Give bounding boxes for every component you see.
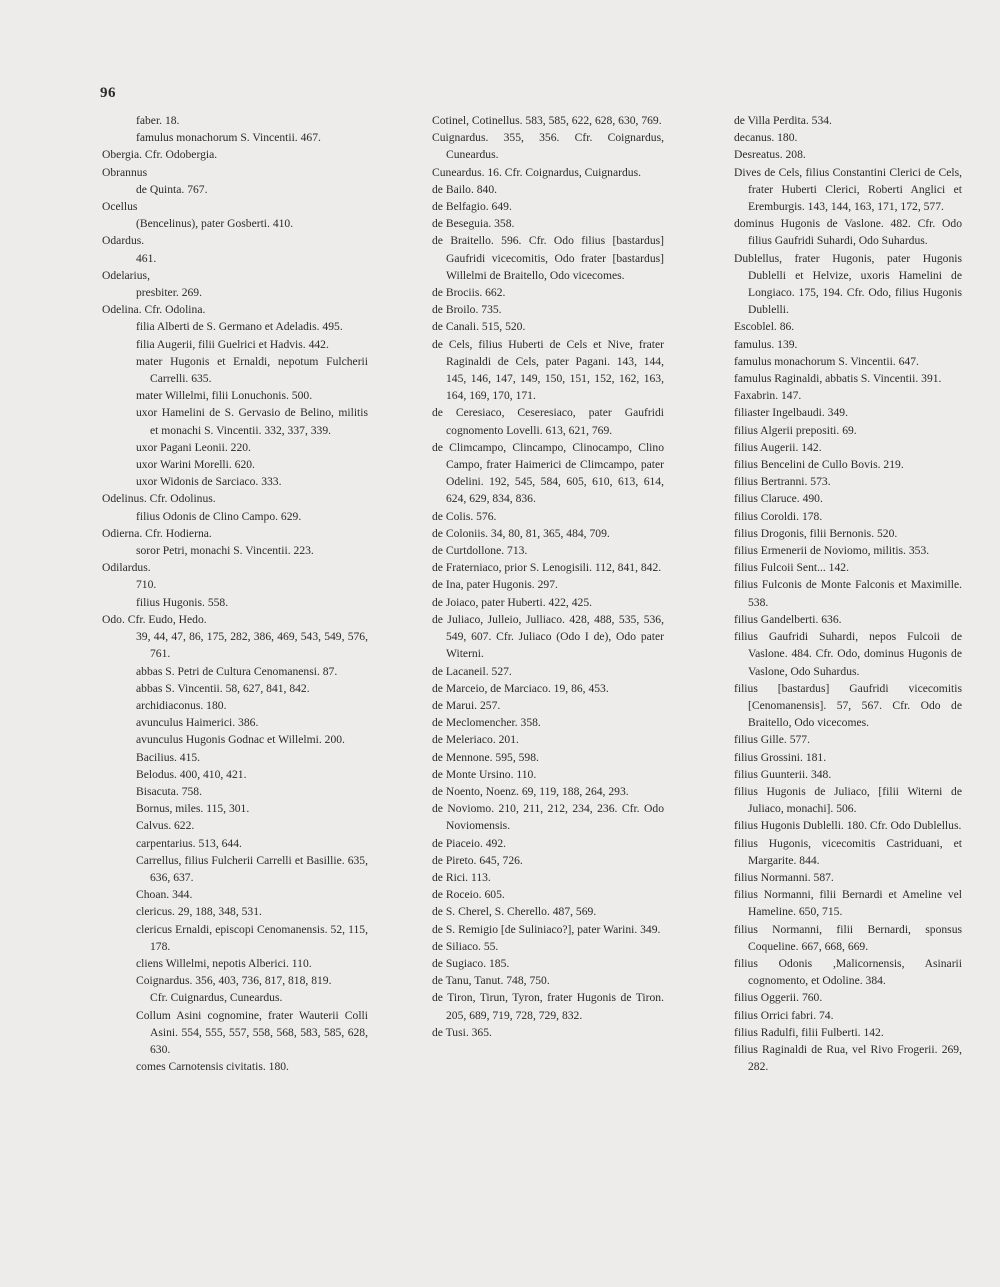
index-headword: famulus Raginaldi, abbatis S. Vincentii. 391. [734, 372, 942, 386]
index-headword: de Canali. 515, 520. [432, 320, 526, 334]
index-headword: de Brociis. 662. [432, 286, 506, 300]
index-headword: de Meleriaco. 201. [432, 733, 519, 747]
index-subentry: Calvus. 622. [136, 819, 195, 833]
index-headword: de Joiaco, pater Huberti. 422, 425. [432, 595, 593, 609]
index-subentry: mater Hugonis et Ernaldi, nepotum Fulcherii Carrelli. 635. [136, 354, 368, 386]
index-headword: Odelarius, [102, 268, 150, 282]
index-headword: Odelinus. Cfr. Odolinus. [102, 492, 216, 506]
index-subentry: faber. 18. [136, 114, 180, 127]
index-headword: de Cels, filius Huberti de Cels et Nive, frater Raginaldi de Cels, pater Pagani. 143, 144, 145, 146, 147, 149, 150, 151, 152, 162, 163, 164, 169, 170, 171. [432, 337, 664, 403]
index-subentry: Carrellus, filius Fulcherii Carrelli et Basillie. 635, 636, 637. [136, 853, 368, 884]
index-headword: Cuignardus. 355, 356. Cfr. Coignardus, Cuneardus. [432, 131, 664, 162]
index-headword: filius Bertranni. 573. [734, 475, 831, 489]
index-headword: filius Normanni, filii Bernardi et Ameline vel Hameline. 650, 715. [734, 888, 962, 919]
index-headword: de Marui. 257. [432, 698, 501, 712]
index-headword: de Colis. 576. [432, 509, 497, 523]
index-headword: de Rici. 113. [432, 870, 491, 884]
index-headword: filius Gaufridi Suhardi, nepos Fulcoii de Vaslone. 484. Cfr. Odo, dominus Hugonis de Vaslone, Odo Suhardus. [734, 630, 962, 678]
index-subentry: Bisacuta. 758. [136, 784, 203, 798]
index-headword: Odierna. Cfr. Hodierna. [102, 526, 212, 540]
index-headword: de Coloniis. 34, 80, 81, 365, 484, 709. [432, 526, 610, 540]
index-column-2 [432, 112, 664, 1041]
index-headword: de Climcampo, Clincampo, Clinocampo, Clino Campo, frater Haimerici de Climcampo, pater Odelini. 192, 545, 584, 605, 610, 613, 614, 624, 629, 834, 836. [432, 440, 664, 506]
index-headword: de Mennone. 595, 598. [432, 750, 539, 764]
index-headword: de Curtdollone. 713. [432, 544, 528, 558]
index-headword: filius Coroldi. 178. [734, 509, 823, 523]
index-headword: famulus. 139. [734, 337, 798, 351]
index-headword: filius Grossini. 181. [734, 750, 827, 764]
index-headword: Odelina. Cfr. Odolina. [102, 303, 206, 317]
index-headword: de Tanu, Tanut. 748, 750. [432, 974, 550, 988]
index-subentry: avunculus Hugonis Godnac et Willelmi. 200. [136, 733, 345, 747]
index-headword: de Braitello. 596. Cfr. Odo filius [bastardus] Gaufridi vicecomitis, Odo frater [bastardus] Willelmi de Braitello, Odo vicecomes. [432, 234, 664, 282]
index-headword: filius Raginaldi de Rua, vel Rivo Frogerii. 269, 282. [734, 1042, 962, 1074]
index-subentry: comes Carnotensis civitatis. 180. [136, 1060, 289, 1074]
index-subentry: Bornus, miles. 115, 301. [136, 802, 250, 816]
index-headword: filius Ermenerii de Noviomo, militis. 353. [734, 544, 930, 558]
index-headword: filius Augerii. 142. [734, 440, 822, 454]
index-headword: de Pireto. 645, 726. [432, 853, 523, 867]
index-headword: Dives de Cels, filius Constantini Clerici de Cels, frater Huberti Clerici, Roberti Anglici et Eremburgis. 143, 144, 163, 171, 172, 577. [734, 165, 962, 214]
index-headword: de S. Remigio [de Suliniaco?], pater Warini. 349. [432, 922, 661, 936]
index-headword: Dublellus, frater Hugonis, pater Hugonis Dublelli et Helvize, uxoris Hamelini de Longiaco. 175, 194. Cfr. Odo, filius Hugonis Dublelli. [734, 251, 962, 317]
index-headword: filius Odonis ,Malicornensis, Asinarii cognomento, et Odoline. 384. [734, 956, 962, 988]
index-headword: filius Oggerii. 760. [734, 991, 823, 1005]
index-headword: Obrannus [102, 165, 148, 179]
page-number: 96 [100, 85, 116, 101]
index-subentry: Collum Asini cognomine, frater Wauterii Colli Asini. 554, 555, 557, 558, 568, 583, 585, 628, 630. [136, 1008, 368, 1056]
index-headword: de Belfagio. 649. [432, 200, 512, 214]
index-headword: filiaster Ingelbaudi. 349. [734, 406, 848, 420]
index-headword: de Bailo. 840. [432, 182, 498, 196]
index-subentry: Cfr. Cuignardus, Cuneardus. [150, 991, 283, 1005]
index-headword: de Siliaco. 55. [432, 939, 499, 953]
index-subentry: uxor Widonis de Sarciaco. 333. [136, 475, 282, 489]
index-subentry: avunculus Haimerici. 386. [136, 716, 259, 730]
index-subentry: abbas S. Petri de Cultura Cenomanensi. 87. [136, 664, 338, 678]
index-headword: filius Gandelberti. 636. [734, 612, 842, 626]
index-subentry: uxor Hamelini de S. Gervasio de Belino, militis et monachi S. Vincentii. 332, 337, 339. [136, 406, 368, 437]
index-headword: filius Orrici fabri. 74. [734, 1008, 834, 1022]
index-subentry: uxor Pagani Leonii. 220. [136, 440, 251, 454]
index-headword: de Noviomo. 210, 211, 212, 234, 236. Cfr. Odo Noviomensis. [432, 802, 664, 833]
index-headword: filius Hugonis, vicecomitis Castriduani, et Margarite. 844. [734, 836, 962, 867]
index-subentry: Belodus. 400, 410, 421. [136, 767, 247, 781]
index-headword: Ocellus [102, 200, 138, 214]
index-column-1 [102, 112, 368, 1075]
index-column-3 [734, 112, 962, 1075]
index-headword: filius Guunterii. 348. [734, 767, 832, 781]
index-headword: dominus Hugonis de Vaslone. 482. Cfr. Odo filius Gaufridi Suhardi, Odo Suhardus. [734, 217, 962, 248]
index-subentry: mater Willelmi, filii Lonuchonis. 500. [136, 389, 313, 403]
index-subentry: Bacilius. 415. [136, 750, 201, 764]
index-headword: de Beseguia. 358. [432, 217, 515, 231]
index-subentry: 39, 44, 47, 86, 175, 282, 386, 469, 543, 549, 576, 761. [136, 630, 368, 661]
index-subentry: soror Petri, monachi S. Vincentii. 223. [136, 544, 314, 558]
index-subentry: cliens Willelmi, nepotis Alberici. 110. [136, 956, 312, 970]
index-headword: de Noento, Noenz. 69, 119, 188, 264, 293. [432, 784, 629, 798]
index-headword: filius [bastardus] Gaufridi vicecomitis [Cenomanensis]. 57, 567. Cfr. Odo de Braitello, Odo vicecomes. [734, 681, 962, 730]
index-headword: de Villa Perdita. 534. [734, 114, 832, 127]
index-headword: de Sugiaco. 185. [432, 956, 510, 970]
index-headword: filius Normanni. 587. [734, 870, 834, 884]
index-headword: Cotinel, Cotinellus. 583, 585, 622, 628, 630, 769. [432, 114, 662, 127]
index-headword: filius Bencelini de Cullo Bovis. 219. [734, 458, 904, 472]
index-subentry: (Bencelinus), pater Gosberti. 410. [136, 217, 294, 231]
index-headword: de Tusi. 365. [432, 1025, 492, 1039]
index-headword: de Broilo. 735. [432, 303, 502, 317]
index-headword: filius Claruce. 490. [734, 492, 823, 506]
index-subentry: abbas S. Vincentii. 58, 627, 841, 842. [136, 681, 310, 695]
index-headword: de Piaceio. 492. [432, 836, 507, 850]
index-headword: decanus. 180. [734, 131, 798, 145]
index-headword: filius Gille. 577. [734, 733, 810, 747]
index-headword: filius Hugonis de Juliaco, [filii Witerni de Juliaco, monachi]. 506. [734, 784, 962, 816]
index-headword: de Ceresiaco, Ceseresiaco, pater Gaufridi cognomento Lovelli. 613, 621, 769. [432, 406, 664, 437]
index-headword: Desreatus. 208. [734, 148, 806, 162]
index-subentry: clericus Ernaldi, episcopi Cenomanensis. 52, 115, 178. [136, 922, 368, 953]
index-headword: Obergia. Cfr. Odobergia. [102, 148, 218, 162]
index-subentry: famulus monachorum S. Vincentii. 467. [136, 131, 321, 145]
index-subentry: Choan. 344. [136, 888, 193, 902]
index-subentry: 710. [136, 578, 157, 592]
index-subentry: de Quinta. 767. [136, 182, 208, 196]
index-subentry: filius Hugonis. 558. [136, 595, 229, 609]
index-headword: Cuneardus. 16. Cfr. Coignardus, Cuignardus. [432, 165, 641, 179]
index-subentry: 461. [136, 251, 157, 265]
index-headword: filius Algerii prepositi. 69. [734, 423, 857, 437]
index-headword: Odilardus. [102, 561, 151, 575]
index-headword: de S. Cherel, S. Cherello. 487, 569. [432, 905, 597, 919]
index-subentry: uxor Warini Morelli. 620. [136, 458, 255, 472]
index-headword: filius Normanni, filii Bernardi, sponsus Coqueline. 667, 668, 669. [734, 922, 962, 953]
index-headword: de Fraterniaco, prior S. Lenogisili. 112, 841, 842. [432, 561, 662, 575]
index-headword: Odardus. [102, 234, 145, 248]
index-subentry: filia Augerii, filii Guelrici et Hadvis. 442. [136, 337, 329, 351]
index-headword: Escoblel. 86. [734, 320, 795, 334]
index-headword: Faxabrin. 147. [734, 389, 802, 403]
index-headword: de Ina, pater Hugonis. 297. [432, 578, 558, 592]
index-subentry: filia Alberti de S. Germano et Adeladis. 495. [136, 320, 343, 334]
index-headword: filius Hugonis Dublelli. 180. Cfr. Odo Dublellus. [734, 819, 962, 833]
index-headword: de Meclomencher. 358. [432, 716, 541, 730]
index-subentry: carpentarius. 513, 644. [136, 836, 242, 850]
index-headword: filius Drogonis, filii Bernonis. 520. [734, 526, 898, 540]
index-headword: de Marceio, de Marciaco. 19, 86, 453. [432, 681, 609, 695]
index-subentry: clericus. 29, 188, 348, 531. [136, 905, 262, 919]
index-headword: de Juliaco, Julleio, Julliaco. 428, 488, 535, 536, 549, 607. Cfr. Juliaco (Odo I de), Odo pater Witerni. [432, 612, 664, 661]
index-headword: de Lacaneil. 527. [432, 664, 512, 678]
index-headword: filius Fulconis de Monte Falconis et Maximille. 538. [734, 578, 962, 609]
index-headword: filius Fulcoii Sent... 142. [734, 561, 849, 575]
index-headword: de Tiron, Tirun, Tyron, frater Hugonis de Tiron. 205, 689, 719, 728, 729, 832. [432, 991, 664, 1022]
index-headword: Odo. Cfr. Eudo, Hedo. [102, 612, 207, 626]
index-headword: famulus monachorum S. Vincentii. 647. [734, 354, 919, 368]
index-subentry: filius Odonis de Clino Campo. 629. [136, 509, 302, 523]
index-headword: de Roceio. 605. [432, 888, 505, 902]
index-headword: de Monte Ursino. 110. [432, 767, 537, 781]
index-subentry: archidiaconus. 180. [136, 698, 227, 712]
index-headword: filius Radulfi, filii Fulberti. 142. [734, 1025, 884, 1039]
index-subentry: presbiter. 269. [136, 286, 203, 300]
index-subentry: Coignardus. 356, 403, 736, 817, 818, 819. [136, 974, 332, 988]
